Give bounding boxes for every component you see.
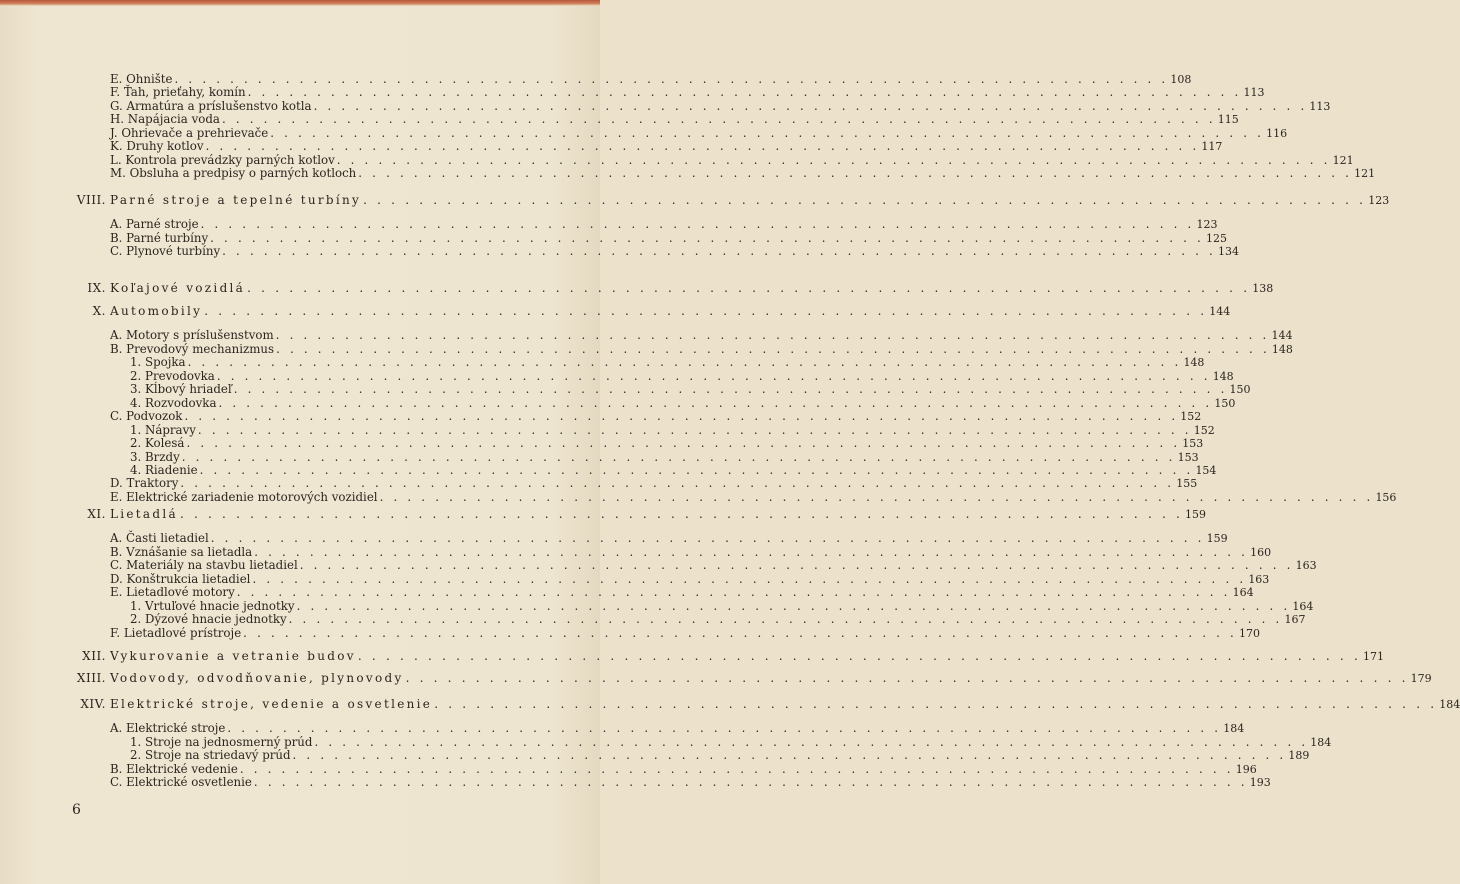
section-entry	[110, 721, 1245, 736]
dot-leader	[222, 112, 1216, 126]
entry-title: 1. Spojka	[130, 355, 186, 370]
entry-page-number: 116	[1266, 126, 1288, 140]
entry-page-number: 123	[1196, 218, 1218, 232]
subsection-entry	[130, 734, 1332, 749]
entry-page-number: 184	[1223, 722, 1245, 736]
dot-leader	[254, 775, 1248, 789]
dot-leader	[227, 721, 1221, 735]
dot-leader	[200, 463, 1194, 477]
chapter-number: XII.	[82, 649, 106, 663]
section-entry	[110, 328, 1293, 343]
entry-page-number: 184	[1310, 735, 1332, 749]
dot-leader	[198, 423, 1192, 437]
entry-page-number: 121	[1332, 153, 1354, 167]
section-entry	[110, 409, 1202, 424]
chapter-number: XIV.	[80, 697, 106, 711]
dot-leader	[186, 436, 1180, 450]
section-entry	[110, 112, 1239, 127]
page-number: 6	[72, 802, 81, 818]
dot-leader	[184, 409, 1178, 423]
subsection-entry	[130, 462, 1217, 477]
section-entry	[110, 571, 1270, 586]
section-entry	[110, 531, 1228, 546]
dot-leader	[218, 396, 1212, 410]
entry-title: B. Parné turbíny	[110, 230, 209, 245]
entry-title: Elektrické stroje, vedenie a osvetlenie	[110, 697, 433, 711]
section-entry	[110, 152, 1354, 167]
subsection-entry	[130, 612, 1306, 627]
dot-leader	[234, 382, 1228, 396]
entry-page-number: 134	[1218, 245, 1239, 259]
entry-page-number: 179	[1410, 672, 1432, 685]
dot-leader	[252, 572, 1246, 586]
subsection-entry	[130, 449, 1199, 464]
dot-leader	[180, 476, 1174, 490]
chapter-entry	[87, 281, 1274, 295]
entry-title: L. Kontrola prevádzky parných kotlov	[110, 152, 335, 167]
entry-page-number: 150	[1214, 396, 1236, 410]
dot-leader	[314, 99, 1308, 113]
entry-title: 2. Dýzové hnacie jednotky	[130, 612, 287, 627]
entry-page-number: 125	[1206, 231, 1227, 245]
entry-page-number: 164	[1292, 599, 1314, 613]
section-entry	[110, 72, 1192, 86]
entry-title: B. Prevodový mechanizmus	[110, 341, 275, 356]
entry-page-number: 196	[1235, 762, 1257, 776]
section-entry	[110, 558, 1317, 573]
entry-title: 2. Kolesá	[130, 436, 185, 451]
entry-title: 3. Kĺbový hriadeľ	[130, 382, 232, 397]
entry-title: K. Druhy kotlov	[110, 139, 204, 154]
subsection-entry	[130, 598, 1314, 613]
entry-page-number: 184	[1439, 698, 1460, 711]
entry-page-number: 152	[1180, 410, 1202, 424]
entry-title: F. Lietadlové prístroje	[110, 625, 242, 640]
chapter-entry	[80, 697, 1460, 711]
chapter-entry	[87, 507, 1207, 521]
section-entry	[110, 125, 1288, 140]
entry-page-number: 148	[1212, 369, 1234, 383]
section-entry	[110, 166, 1376, 181]
entry-page-number: 148	[1271, 342, 1293, 356]
entry-page-number: 150	[1229, 383, 1251, 397]
dot-leader	[248, 85, 1242, 99]
dot-leader	[240, 762, 1234, 776]
subsection-entry	[130, 748, 1310, 763]
entry-page-number: 155	[1176, 477, 1198, 491]
entry-page-number: 117	[1201, 140, 1223, 154]
subsection-entry	[130, 422, 1215, 437]
entry-title: B. Vznášanie sa lietadla	[110, 544, 253, 559]
dot-leader	[210, 231, 1204, 245]
entry-title: C. Plynové turbíny	[110, 244, 221, 259]
entry-title: J. Ohrievače a prehrievače	[110, 125, 269, 140]
entry-page-number: 144	[1271, 329, 1293, 343]
entry-title: 4. Rozvodovka	[130, 395, 217, 410]
chapter-number: XI.	[87, 507, 106, 521]
entry-page-number: 163	[1295, 559, 1317, 573]
dot-leader	[180, 507, 1183, 521]
chapter-number: XIII.	[76, 671, 106, 685]
entry-page-number: 113	[1309, 99, 1331, 113]
entry-title: F. Ťah, prieťahy, komín	[110, 85, 246, 100]
entry-title: A. Časti lietadiel	[110, 531, 209, 546]
entry-page-number: 123	[1368, 194, 1390, 207]
entry-title: B. Elektrické vedenie	[110, 761, 238, 776]
dot-leader	[358, 649, 1361, 663]
entry-page-number: 163	[1248, 572, 1270, 586]
subsection-entry	[130, 382, 1251, 397]
entry-title: D. Konštrukcia lietadiel	[110, 571, 251, 586]
entry-title: Vodovody, odvodňovanie, plynovody	[110, 671, 404, 685]
section-entry	[110, 585, 1254, 600]
chapter-number: IX.	[87, 281, 106, 295]
entry-page-number: 153	[1177, 450, 1199, 464]
section-entry	[110, 544, 1272, 559]
section-entry	[110, 98, 1331, 113]
section-entry	[110, 775, 1271, 790]
dot-leader	[358, 166, 1352, 180]
chapter-entry	[76, 193, 1390, 207]
entry-title: D. Traktory	[110, 476, 179, 491]
entry-title: 4. Riadenie	[130, 462, 198, 477]
entry-page-number: 108	[1170, 73, 1192, 86]
dot-leader	[237, 585, 1231, 599]
entry-title: 1. Vrtuľové hnacie jednotky	[130, 598, 295, 613]
entry-title: E. Ohnište	[110, 72, 173, 86]
entry-title: Lietadlá	[110, 507, 178, 521]
dot-leader	[182, 450, 1176, 464]
dot-leader	[363, 193, 1366, 207]
dot-leader	[276, 328, 1270, 342]
dot-leader	[254, 545, 1248, 559]
section-entry	[110, 217, 1218, 232]
subsection-entry	[130, 395, 1236, 410]
entry-title: C. Podvozok	[110, 409, 183, 424]
dot-leader	[406, 671, 1409, 685]
section-entry	[110, 625, 1261, 640]
entry-title: H. Napájacia voda	[110, 112, 220, 127]
entry-page-number: 164	[1232, 586, 1254, 600]
dot-leader	[206, 139, 1200, 153]
entry-page-number: 138	[1252, 282, 1274, 295]
entry-page-number: 115	[1217, 113, 1239, 127]
entry-page-number: 189	[1288, 749, 1310, 763]
entry-page-number: 154	[1195, 463, 1217, 477]
chapter-entry	[82, 649, 1384, 663]
dot-leader	[289, 612, 1283, 626]
dot-leader	[211, 531, 1205, 545]
dot-leader	[201, 217, 1195, 231]
entry-title: 1. Stroje na jednosmerný prúd	[130, 734, 313, 749]
entry-title: A. Elektrické stroje	[110, 721, 226, 736]
entry-page-number: 144	[1209, 305, 1231, 318]
dot-leader	[276, 342, 1270, 356]
entry-title: Automobily	[110, 304, 203, 318]
section-entry	[110, 230, 1227, 245]
entry-page-number: 156	[1375, 490, 1397, 504]
chapter-entry	[76, 671, 1432, 685]
entry-page-number: 170	[1239, 626, 1261, 640]
entry-page-number: 113	[1243, 86, 1265, 100]
chapter-number: X.	[92, 304, 106, 318]
entry-page-number: 159	[1206, 532, 1228, 546]
dot-leader	[175, 72, 1169, 86]
section-entry	[110, 139, 1223, 154]
entry-title: 2. Prevodovka	[130, 368, 215, 383]
dot-leader	[204, 304, 1207, 318]
chapter-entry	[92, 304, 1231, 318]
page-top-edge	[0, 0, 600, 6]
dot-leader	[314, 735, 1308, 749]
entry-title: C. Materiály na stavbu lietadiel	[110, 558, 298, 573]
dot-leader	[434, 697, 1437, 711]
entry-title: 1. Nápravy	[130, 422, 196, 437]
dot-leader	[270, 126, 1264, 140]
entry-title: Vykurovanie a vetranie budov	[110, 649, 356, 663]
section-entry	[110, 85, 1265, 100]
entry-title: C. Elektrické osvetlenie	[110, 775, 252, 790]
entry-title: E. Lietadlové motory	[110, 585, 235, 600]
entry-page-number: 121	[1354, 167, 1376, 181]
dot-leader	[217, 369, 1211, 383]
entry-page-number: 153	[1182, 437, 1204, 451]
section-entry	[110, 244, 1239, 259]
entry-title: 2. Stroje na striedavý prúd	[130, 748, 291, 763]
entry-title: 3. Brzdy	[130, 449, 180, 464]
entry-page-number: 159	[1185, 508, 1207, 521]
entry-page-number: 167	[1284, 613, 1306, 627]
section-entry	[110, 476, 1198, 491]
section-entry	[110, 489, 1397, 504]
entry-page-number: 152	[1193, 423, 1215, 437]
dot-leader	[337, 153, 1331, 167]
entry-title: A. Parné stroje	[110, 217, 199, 232]
entry-title: M. Obsluha a predpisy o parných kotloch	[110, 166, 357, 181]
entry-page-number: 160	[1250, 545, 1272, 559]
dot-leader	[297, 599, 1291, 613]
dot-leader	[243, 626, 1237, 640]
subsection-entry	[130, 355, 1205, 370]
subsection-entry	[130, 436, 1204, 451]
dot-leader	[247, 281, 1250, 295]
dot-leader	[188, 355, 1182, 369]
subsection-entry	[130, 368, 1234, 383]
entry-page-number: 193	[1249, 776, 1271, 790]
entry-title: E. Elektrické zariadenie motorových vozidiel	[110, 489, 378, 504]
entry-title: Parné stroje a tepelné turbíny	[110, 193, 362, 207]
dot-leader	[222, 244, 1216, 258]
chapter-number: VIII.	[76, 193, 106, 207]
entry-title: G. Armatúra a príslušenstvo kotla	[110, 98, 312, 113]
entry-page-number: 171	[1362, 650, 1384, 663]
section-entry	[110, 341, 1293, 356]
entry-title: A. Motory s príslušenstvom	[110, 328, 274, 343]
dot-leader	[300, 558, 1294, 572]
dot-leader	[380, 490, 1374, 504]
entry-title: Koľajové vozidlá	[110, 281, 246, 295]
entry-page-number: 148	[1183, 356, 1205, 370]
section-entry	[110, 761, 1257, 776]
dot-leader	[293, 748, 1287, 762]
